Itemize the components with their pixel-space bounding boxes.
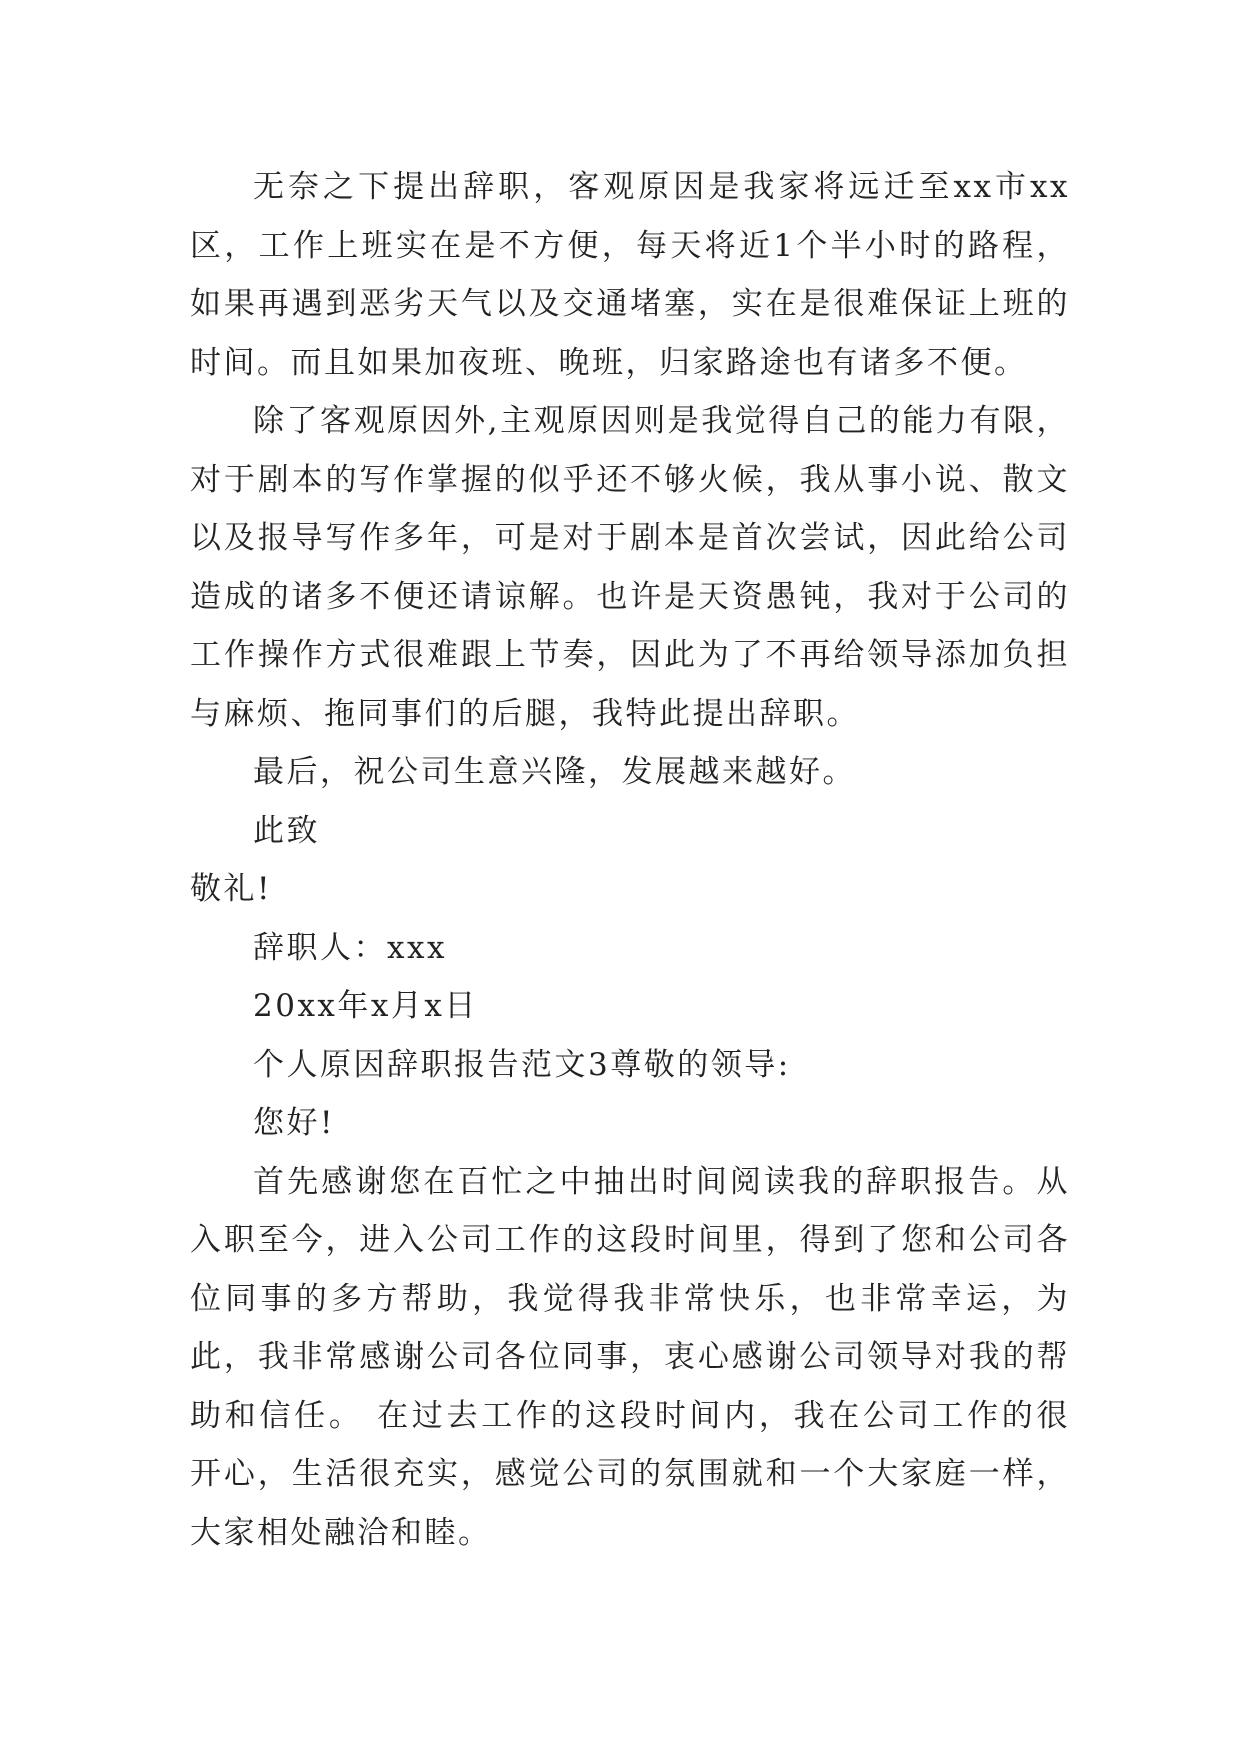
- greeting: 您好!: [253, 1105, 335, 1141]
- document-body: [190, 158, 1070, 1562]
- paragraph-wishes: 最后，祝公司生意兴隆，发展越来越好。: [253, 754, 856, 790]
- paragraph-commute-reason: 无奈之下提出辞职，客观原因是我家将远迁至xx市xx区，工作上班实在是不方便，每天将近1个半小时的路程，如果再遇到恶劣天气以及交通堵塞，实在是很难保证上班的时间。而且如果加夜班、晚班，归家路途也有诸多不便。: [190, 169, 1070, 381]
- closing-regards: 敬礼!: [190, 871, 272, 907]
- sample-3-heading: 个人原因辞职报告范文3尊敬的领导:: [253, 1046, 791, 1083]
- signature-date: 20xx年x月x日: [253, 988, 478, 1024]
- paragraph-gratitude: 首先感谢您在百忙之中抽出时间阅读我的辞职报告。从入职至今，进入公司工作的这段时间里，得到了您和公司各位同事的多方帮助，我觉得我非常快乐，也非常幸运，为此，我非常感谢公司各位同事，衷心感谢公司领导对我的帮助和信任。 在过去工作的这段时间内，我在公司工作的很开心，生活很充实，感觉公司的氛围就和一个大家庭一样，大家相处融洽和睦。: [190, 1163, 1070, 1551]
- closing-salutation: 此致: [253, 812, 320, 849]
- paragraph-ability-reason: 除了客观原因外,主观原因则是我觉得自己的能力有限，对于剧本的写作掌握的似乎还不够火候，我从事小说、散文以及报导写作多年，可是对于剧本是首次尝试，因此给公司造成的诸多不便还请谅解。也许是天资愚钝，我对于公司的工作操作方式很难跟上节奏，因此为了不再给领导添加负担与麻烦、拖同事们的后腿，我特此提出辞职。: [190, 403, 1070, 732]
- signature-name: 辞职人：xxx: [253, 929, 447, 966]
